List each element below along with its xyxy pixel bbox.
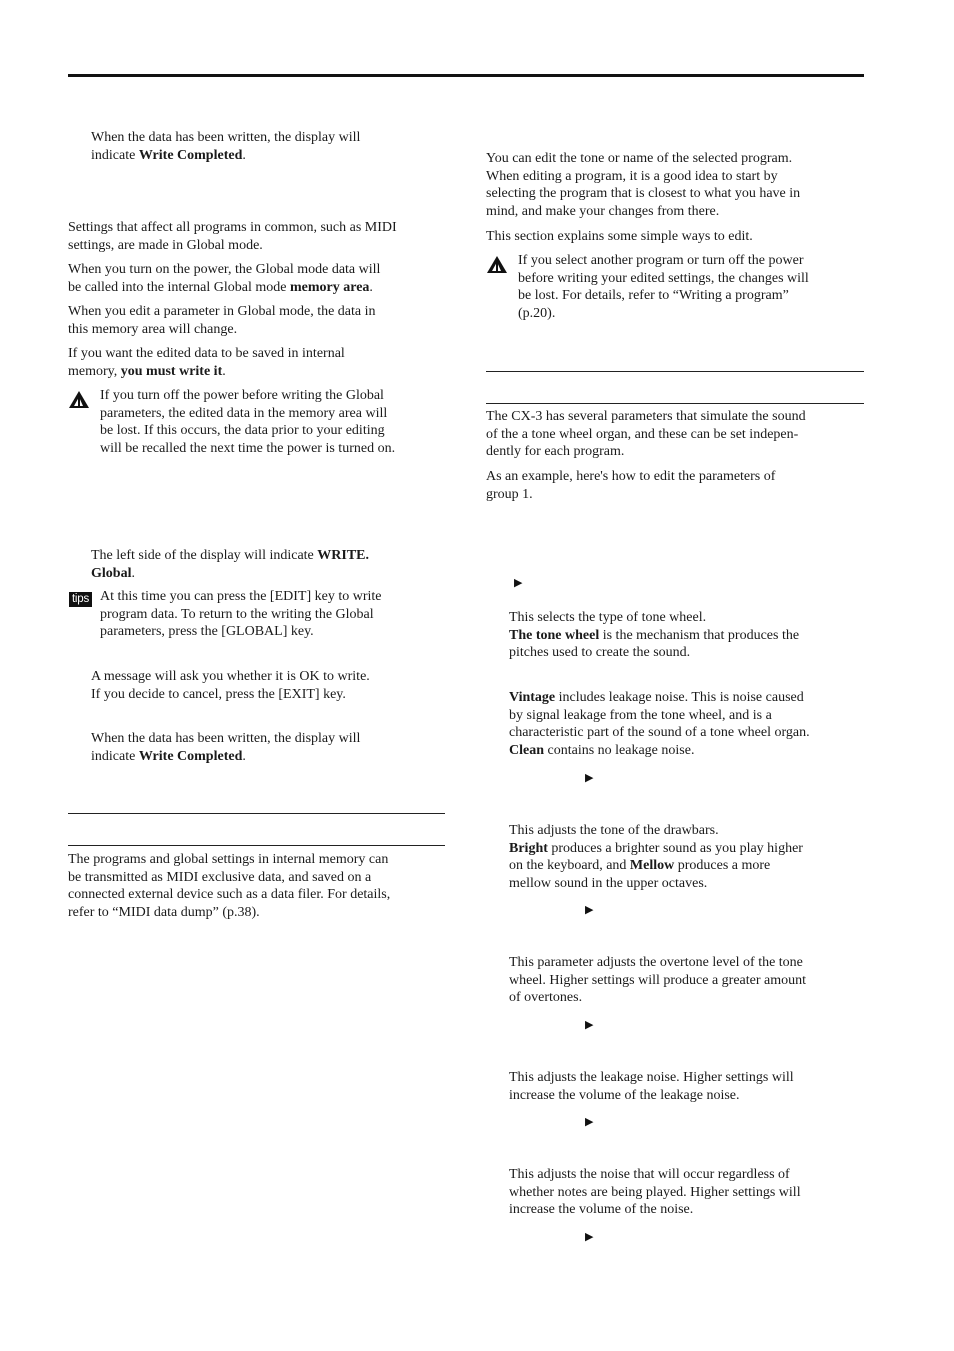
edit-section-note: This section explains some simple ways to edit.: [486, 229, 753, 244]
global-edit-paragraph: When you edit a parameter in Global mode, the data in this memory area will change.: [68, 304, 376, 337]
arrow-icon: ▶: [585, 1115, 594, 1128]
arrow-icon: ▶: [514, 576, 523, 589]
tips-text: At this time you can press the [EDIT] key to write program data. To return to the writing the Global parameters, press the [GLOBAL] key.: [100, 589, 382, 640]
example-paragraph: As an example, here's how to edit the parameters of group 1.: [486, 469, 776, 502]
global-warning-text: If you turn off the power before writing the Global parameters, the edited data in the memory area will be lost. If this occurs, the data prior to your editing will be recalled the next time the power is turned on.: [100, 388, 396, 456]
cx3-intro-paragraph: The CX-3 has several parameters that simulate the sound of the a tone wheel organ, and these can be set indepen- dently for each program.: [486, 409, 806, 460]
section-rule: [68, 845, 445, 846]
overtone-paragraph: This parameter adjusts the overtone level of the tone wheel. Higher settings will produce a greater amount of overtones.: [509, 955, 807, 1006]
write-confirm-note: A message will ask you whether it is OK to write. If you decide to cancel, press the [EXIT] key.: [91, 669, 370, 702]
edit-warning-text: If you select another program or turn off the power before writing your edited settings, the changes will be lost. For details, refer to “Writing a program” (p.20).: [518, 253, 809, 321]
section-rule: [486, 403, 864, 404]
warning-icon: [68, 390, 90, 409]
write-completed-note-top: When the data has been written, the display will indicate Write Completed.: [91, 130, 361, 163]
section-rule: [486, 371, 864, 372]
section-rule: [68, 813, 445, 814]
arrow-icon: ▶: [585, 771, 594, 784]
vintage-clean-paragraph: Vintage includes leakage noise. This is noise caused by signal leakage from the tone wheel, and is a characteristic part of the sound of a tone wheel organ. Clean contains no leakage noise.: [509, 690, 810, 758]
data-dump-paragraph: The programs and global settings in internal memory can be transmitted as MIDI exclusive data, and saved on a connected external device such as a data filer. For details, refer to “MIDI data dump” (p.38).: [68, 852, 391, 920]
write-global-display-note: The left side of the display will indicate WRITE. Global.: [91, 548, 370, 581]
arrow-icon: ▶: [585, 1018, 594, 1031]
global-power-paragraph: When you turn on the power, the Global mode data will be called into the internal Global mode memory area.: [68, 262, 381, 295]
write-completed-note-bottom: When the data has been written, the display will indicate Write Completed.: [91, 731, 361, 764]
edit-intro-paragraph: You can edit the tone or name of the selected program. When editing a program, it is a good idea to start by selecting the program that is closest to what you have in mind, and make your changes from there.: [486, 151, 801, 219]
tips-icon: tips: [69, 592, 92, 607]
drawbar-tone-paragraph: This adjusts the tone of the drawbars. Bright produces a brighter sound as you play higher on the keyboard, and Mellow produces a more mellow sound in the upper octaves.: [509, 823, 803, 891]
arrow-icon: ▶: [585, 903, 594, 916]
warning-icon: [486, 255, 508, 274]
header-rule: [68, 74, 864, 77]
tone-wheel-type-paragraph: This selects the type of tone wheel. The tone wheel is the mechanism that produces the pitches used to create the sound.: [509, 610, 800, 661]
global-intro-paragraph: Settings that affect all programs in common, such as MIDI settings, are made in Global mode.: [68, 220, 397, 253]
arrow-icon: ▶: [585, 1230, 594, 1243]
global-save-paragraph: If you want the edited data to be saved in internal memory, you must write it.: [68, 346, 345, 379]
noise-paragraph: This adjusts the noise that will occur regardless of whether notes are being played. Higher settings will increase the volume of the noise.: [509, 1167, 801, 1218]
leakage-paragraph: This adjusts the leakage noise. Higher settings will increase the volume of the leakage noise.: [509, 1070, 794, 1103]
